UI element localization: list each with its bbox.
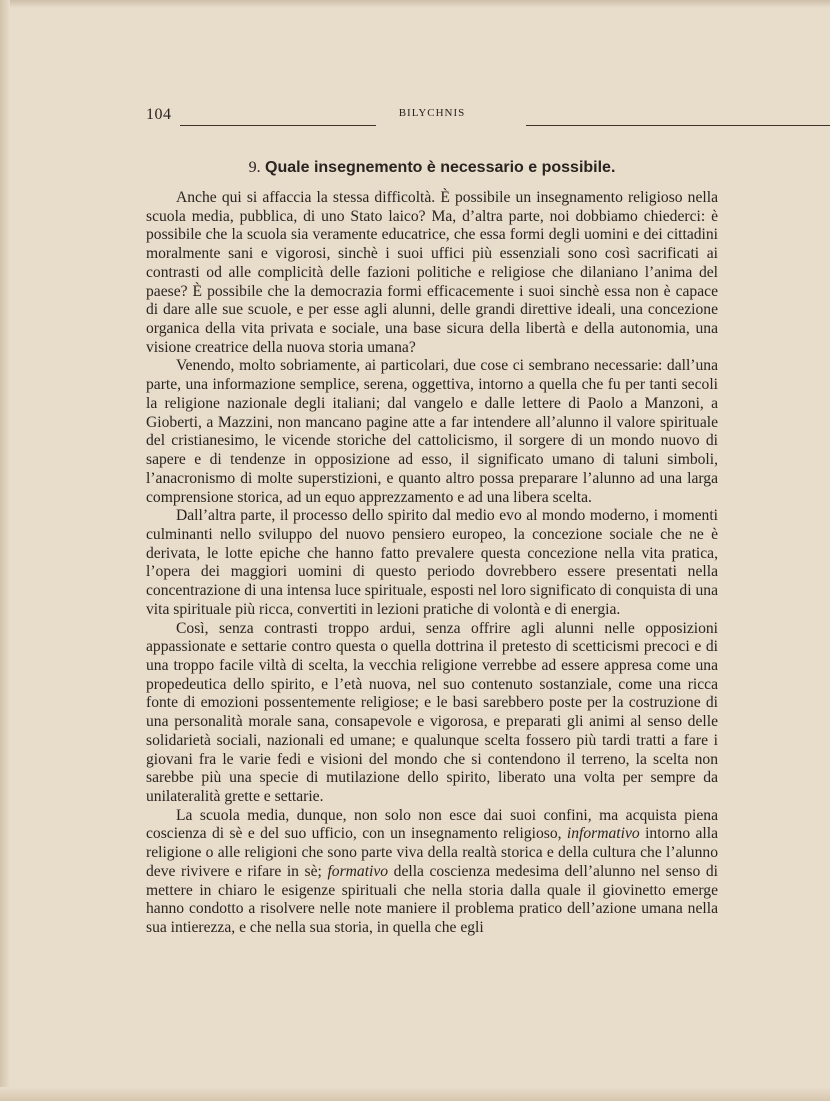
page-edge-bottom	[0, 1087, 830, 1101]
paragraph-text: La scuola media, dunque, non solo non esce dai suoi confini, ma acquista piena coscienza di sè e del suo ufficio, con un insegnamento religioso,	[146, 806, 718, 843]
paragraph: Dall’altra parte, il processo dello spirito dal medio evo al mondo moderno, i momenti culminanti nello sviluppo del nuovo pensiero europeo, la concezione sociale che ne è derivata, le lotte epiche che hanno fatto prevalere questa concezione nella vita pratica, l’opera dei maggiori uomini di questo periodo dovrebbero essere presentati nella concentrazione di una intensa luce spirituale, esposti nel loro significato di conquista di una vita spirituale più ricca, convertiti in lezioni pratiche di volontà e di energia.	[146, 507, 718, 618]
italic-term: informativo	[566, 825, 640, 843]
paragraph	[146, 807, 718, 938]
header-rule	[180, 125, 376, 126]
paragraph: Anche qui si affaccia la stessa difficoltà. È possibile un insegnamento religioso nella scuola media, pubblica, di uno Stato laico? Ma, d’altra parte, noi dobbiamo chiederci: è possibile che la scuola sia veramente educatrice, che essa formi degli uomini e dei cittadini moralmente sani e vigorosi, sinchè i suoi uffici più essenziali sono così sacrificati ai contrasti od alle complicità delle fazioni politiche e religiose che dilaniano l’anima del paese? È possibile che la democrazia formi efficacemente i suoi sinchè essa non è capace di dare alle sue scuole, e per esse agli alunni, delle grandi direttive ideali, una concezione organica della vita privata e sociale, una base sicura della libertà e della autonomia, una visione creatrice della nuova storia umana?	[146, 189, 718, 356]
page-edge-left	[0, 0, 10, 1101]
section-number: 9.	[248, 159, 261, 176]
paragraph: Venendo, molto sobriamente, ai particolari, due cose ci sembrano necessarie: dall’una parte, una informazione semplice, serena, oggettiva, intorno a quella che fu per tanti secoli la religione nazionale degli italiani; dal vangelo e dalle lettere di Paolo a Manzoni, a Gioberti, a Mazzini, non mancano pagine atte a far intendere all’alunno il valore spirituale del cristianesimo, le vicende storiche del cattolicismo, il sorgere di un mondo nuovo di sapere e di tendenze in opposizione ad esso, il significato umano di taluni simboli, l’anacronismo di molte superstizioni, e quanto altro possa preparare l’alunno ad una larga comprensione storica, ad un equo apprezzamento e ad una libera scelta.	[146, 357, 718, 506]
article-body	[146, 189, 718, 938]
page-edge-top	[0, 0, 830, 8]
running-header	[146, 104, 718, 128]
italic-term: formativo	[327, 862, 389, 880]
section-title: Quale insegnemento è necessario e possibile.	[265, 159, 616, 176]
paragraph-text: della coscienza medesima dell’alunno nel senso di mettere in chiaro le esigenze spirituali che nella storia dalla quale il giovinetto emerge hanno condotto a risolvere nelle note maniere il problema pratico dell’azione umana nella sua intierezza, e che nella sua storia, in quella che egli	[146, 862, 718, 937]
journal-title: BILYCHNIS	[398, 107, 466, 119]
paragraph-text: intorno alla religione o alle religioni che sono parte viva della realtà storica e della cultura che l’alunno deve rivivere e rifare in sè;	[146, 825, 718, 880]
paragraph: Così, senza contrasti troppo ardui, senza offrire agli alunni nelle opposizioni appassionate e settarie contro questa o quella dottrina il pretesto di scetticismi precoci e di una troppo facile viltà di scelta, la vecchia religione verrebbe ad essere appresa come una propedeutica dello spirito, e l’età nuova, nel suo contenuto sostanziale, come una ricca fonte di emozioni possentemente religiose; e le basi sarebbero poste per la costruzione di una personalità morale sana, consapevole e vigorosa, e preparati gli animi al senso delle solidarietà sociali, nazionali ed umane; e qualunque scelta fossero più tardi tratti a fare i giovani fra le varie fedi e visioni del mondo che si contendono il terreno, la scelta non sarebbe più una specie di mutilazione dello spirito, liberato una volta per sempre da unilateralità grette e settarie.	[146, 619, 718, 805]
page-number: 104	[146, 106, 172, 123]
section-heading	[146, 159, 718, 177]
header-rule	[526, 125, 830, 126]
